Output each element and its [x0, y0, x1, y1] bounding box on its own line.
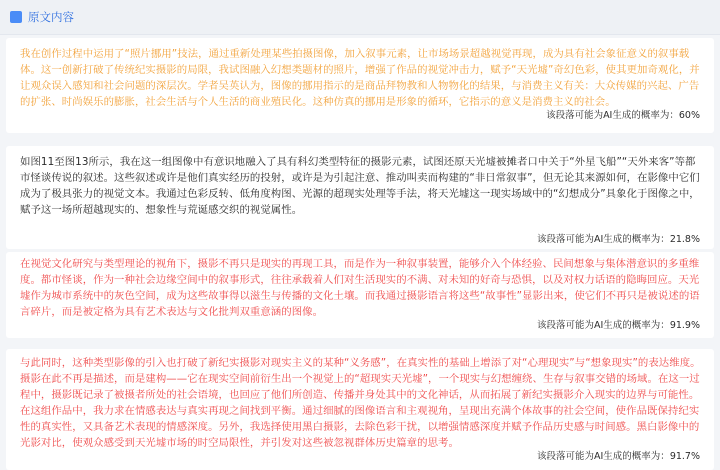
paragraph-card — [6, 38, 714, 133]
paragraph-card — [6, 252, 714, 338]
paragraph-card — [6, 146, 714, 249]
paragraph-text: 与此同时，这种类型影像的引入也打破了新纪实摄影对现实主义的某种“义务感”，在真实性的基础上增添了对“心理现实”与“想象现实”的表达维度。摄影在此不再是描述，而是建构——它在现实空间前衍生出一个视觉上的“超现实天光墟”，一个现实与幻想缠绕、生存与叙事交错的场域。在这一过程中，摄影既记录了被摄者所处的社会语境，也回应了他们所创造、传播并身处其中的文化神话，从而拓展了新纪实摄影介入现实的边界与可能性。在这组作品中，我力求在情感表达与真实再现之间找到平衡。通过细腻的图像语言和主观视角，呈现出充满个体故事的社会空间，使作品既保持纪实性的真实性，又具备艺术表现的情感深度。另外，我选择使用黑白摄影，去除色彩干扰，以增强情感深度并赋予作品历史感与时间感。黑白影像中的光影对比，使观众感受到天光墟市场的时空局限性，并引发对这些被忽视群体历史篇章的思考。 — [20, 357, 701, 449]
ai-probability-value: 60% — [678, 110, 700, 121]
section-header — [0, 0, 720, 35]
paragraph-text: 在视觉文化研究与类型理论的视角下，摄影不再只是现实的再现工具，而是作为一种叙事装置，能够介入个体经验、民间想象与集体潜意识的多重维度。都市怪谈，作为一种社会边缘空间中的叙事形式，往往承载着人们对生活现实的不满、对未知的好奇与恐惧，以及对权力话语的隐晦回应。天光墟作为城市系统中的灰色空间，成为这些故事得以滋生与传播的文化土壤。而我通过摄影语言将这些“故事性”显影出来，使它们不再只是被说述的语言碎片，而是被定格为具有艺术表达与文化批判双重意涵的图像。 — [20, 258, 700, 318]
ai-probability-value: 91.9% — [669, 320, 700, 331]
ai-probability-value: 91.7% — [669, 451, 700, 462]
ai-probability-value: 21.8% — [669, 234, 700, 245]
ai-probability — [537, 234, 700, 246]
document-icon — [10, 11, 22, 23]
paragraph-text: 如图11至图13所示，我在这一组图像中有意识地融入了具有科幻类型特征的摄影元素，试图还原天光墟被摊者口中关于“外星飞船”“天外来客”等都市怪谈传说的叙述。这些叙述或许是他们真实经历的投射，或许是为引起注意、推动叫卖而构建的“非日常叙事”，但无论其来源如何，在影像中它们成为了极具张力的视觉文本。我通过色彩反转、低角度构图、光源的超现实处理等手法，将天光墟这一现实场域中的“幻想成分”具象化于图像之中，赋予这一场所超越现实的、想象性与荒诞感交织的视觉属性。 — [20, 156, 700, 216]
paragraph-text: 我在创作过程中运用了“照片挪用”技法，通过重新处理某些拍摄图像，加入叙事元素，让市场场景超越视觉再现，成为具有社会象征意义的叙事载体。这一创新打破了传统纪实摄影的局限，我试图融入幻想类题材的照片，增强了作品的视觉冲击力，赋予“天光墟”奇幻色彩，使其更加奇观化，并让观众误入感知和社会问题的深层次。学者吴英认为，图像的挪用指示的是商品拜物教和人物物化的结果，与消费主义有关：大众传媒的兴起、广告的扩张、时尚娱乐的膨胀，社会生活与个人生活的商业殖民化。这种仿真的挪用是形象的循环，它指示的意义是消费主义的社会。 — [20, 48, 700, 108]
paragraph-card — [6, 349, 714, 470]
ai-probability — [546, 110, 700, 122]
ai-probability — [537, 451, 700, 463]
ai-probability-label: 该段落可能为AI生成的概率为： — [546, 110, 679, 121]
ai-probability-label: 该段落可能为AI生成的概率为： — [537, 320, 670, 331]
section-title: 原文内容 — [28, 10, 74, 24]
ai-probability — [537, 320, 700, 332]
ai-probability-label: 该段落可能为AI生成的概率为： — [537, 234, 670, 245]
ai-probability-label: 该段落可能为AI生成的概率为： — [537, 451, 670, 462]
